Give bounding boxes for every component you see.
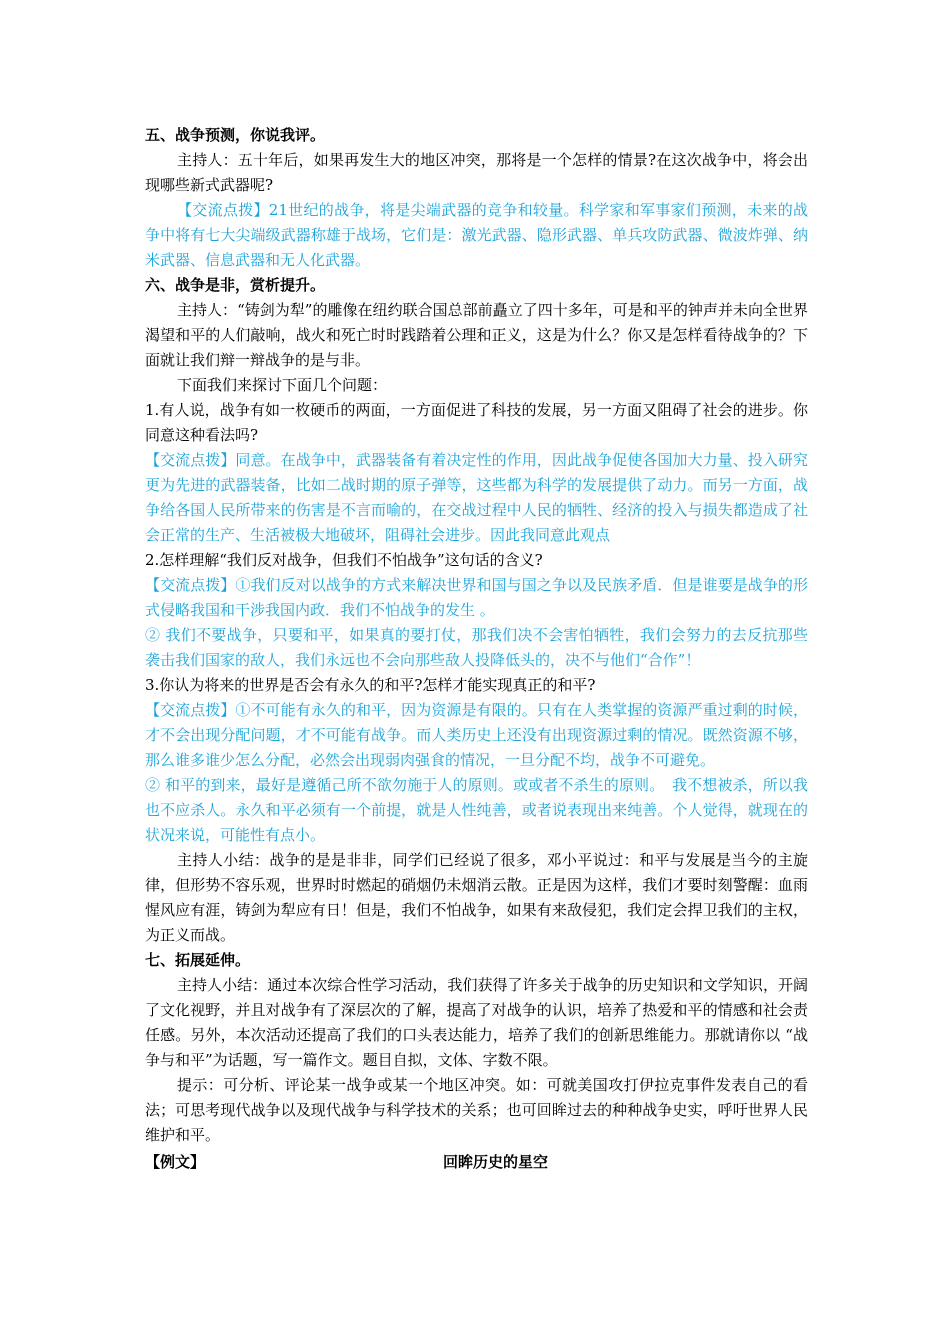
question-1-hint: 【交流点拨】同意。在战争中，武器装备有着决定性的作用，因此战争促使各国加大力量、投入研究更为先进的武器装备，比如二战时期的原子弹等，这些都为科学的发展提供了动力。而另一方面，战争给各国人民所带来的伤害是不言而喻的，在交战过程中人民的牺牲、经济的投入与损失都造成了社会正常的生产、生活被极大地破坏，阻碍社会进步。因此我同意此观点 [145, 451, 808, 544]
example-label: 【例文】 [145, 1153, 206, 1171]
section-5-hint-paragraph: 【交流点拨】21世纪的战争，将是尖端武器的竞争和较量。科学家和军事家们预测，未来的战争中将有七大尖端级武器称雄于战场，它们是：激光武器、隐形武器、单兵攻防武器、微波炸弹、纳米武器、信息武器和无人化武器。 [145, 201, 808, 269]
section-6-summary: 主持人小结：战争的是是非非，同学们已经说了很多，邓小平说过：和平与发展是当今的主旋律，但形势不容乐观，世界时时燃起的硝烟仍未烟消云散。正是因为这样，我们才要时刻警醒：血雨惺风应有涯，铸剑为犁应有日！但是，我们不怕战争，如果有来敌侵犯，我们定会捍卫我们的主权，为正义而战。 [145, 851, 808, 944]
section-7-heading: 七、拓展延伸。 [145, 951, 251, 969]
question-2-hint-1: 【交流点拨】①我们反对以战争的方式来解决世界和国与国之争以及民族矛盾．但是谁要是战争的形式侵略我国和干涉我国内政．我们不怕战争的发生 。 [145, 576, 808, 619]
document-content [145, 123, 808, 1175]
question-1: 1.有人说，战争有如一枚硬币的两面，一方面促进了科技的发展，另一方面又阻碍了社会的进步。你同意这种看法吗? [145, 401, 808, 444]
section-7-summary: 主持人小结：通过本次综合性学习活动，我们获得了许多关于战争的历史知识和文学知识，开阔了文化视野，并且对战争有了深层次的了解，提高了对战争的认识，培养了热爱和平的情感和社会责任感。另外，本次活动还提高了我们的口头表达能力，培养了我们的创新思维能力。那就请你以 “战争与和平”为话题，写一篇作文。题目自拟，文体、字数不限。 [145, 976, 808, 1069]
section-6-host-paragraph: 主持人：“铸剑为犁”的雕像在纽约联合国总部前矗立了四十多年，可是和平的钟声并未向全世界渴望和平的人们敲响，战火和死亡时时践踏着公理和正义，这是为什么？你又是怎样看待战争的？下面就让我们辩一辩战争的是与非。 [145, 301, 808, 369]
question-3-hint-2: ② 和平的到来，最好是遵循己所不欲勿施于人的原则。或或者不杀生的原则。 我不想被杀，所以我也不应杀人。永久和平必须有一个前提，就是人性纯善，或者说表现出来纯善。个人觉得，就现在的状况来说，可能性有点小。 [145, 776, 808, 844]
section-6-intro: 下面我们来探讨下面几个问题： [177, 376, 388, 394]
example-row [145, 1150, 808, 1175]
question-3: 3.你认为将来的世界是否会有永久的和平?怎样才能实现真正的和平? [145, 676, 596, 694]
question-2-hint-2: ② 我们不要战争，只要和平，如果真的要打仗，那我们决不会害怕牺牲，我们会努力的去反抗那些袭击我们国家的敌人，我们永远也不会向那些敌人投降低头的，决不与他们“合作”！ [145, 626, 808, 669]
question-3-hint-1: 【交流点拨】①不可能有永久的和平，因为资源是有限的。只有在人类掌握的资源严重过剩的时候，才不会出现分配问题，才不可能有战争。而人类历史上还没有出现资源过剩的情况。既然资源不够，那么谁多谁少怎么分配，必然会出现弱肉强食的情况，一旦分配不均，战争不可避免。 [145, 701, 808, 769]
example-title: 回眸历史的星空 [443, 1153, 549, 1171]
section-5-host-paragraph: 主持人：五十年后，如果再发生大的地区冲突，那将是一个怎样的情景?在这次战争中，将会出现哪些新式武器呢? [145, 151, 808, 194]
section-6-heading: 六、战争是非，赏析提升。 [145, 276, 326, 294]
question-2: 2.怎样理解“我们反对战争，但我们不怕战争”这句话的含义? [145, 551, 543, 569]
section-5-heading: 五、战争预测，你说我评。 [145, 126, 326, 144]
section-7-tip: 提示：可分析、评论某一战争或某一个地区冲突。如：可就美国攻打伊拉克事件发表自己的看法；可思考现代战争以及现代战争与科学技术的关系；也可回眸过去的种种战争史实，呼吁世界人民维护和平。 [145, 1076, 808, 1144]
